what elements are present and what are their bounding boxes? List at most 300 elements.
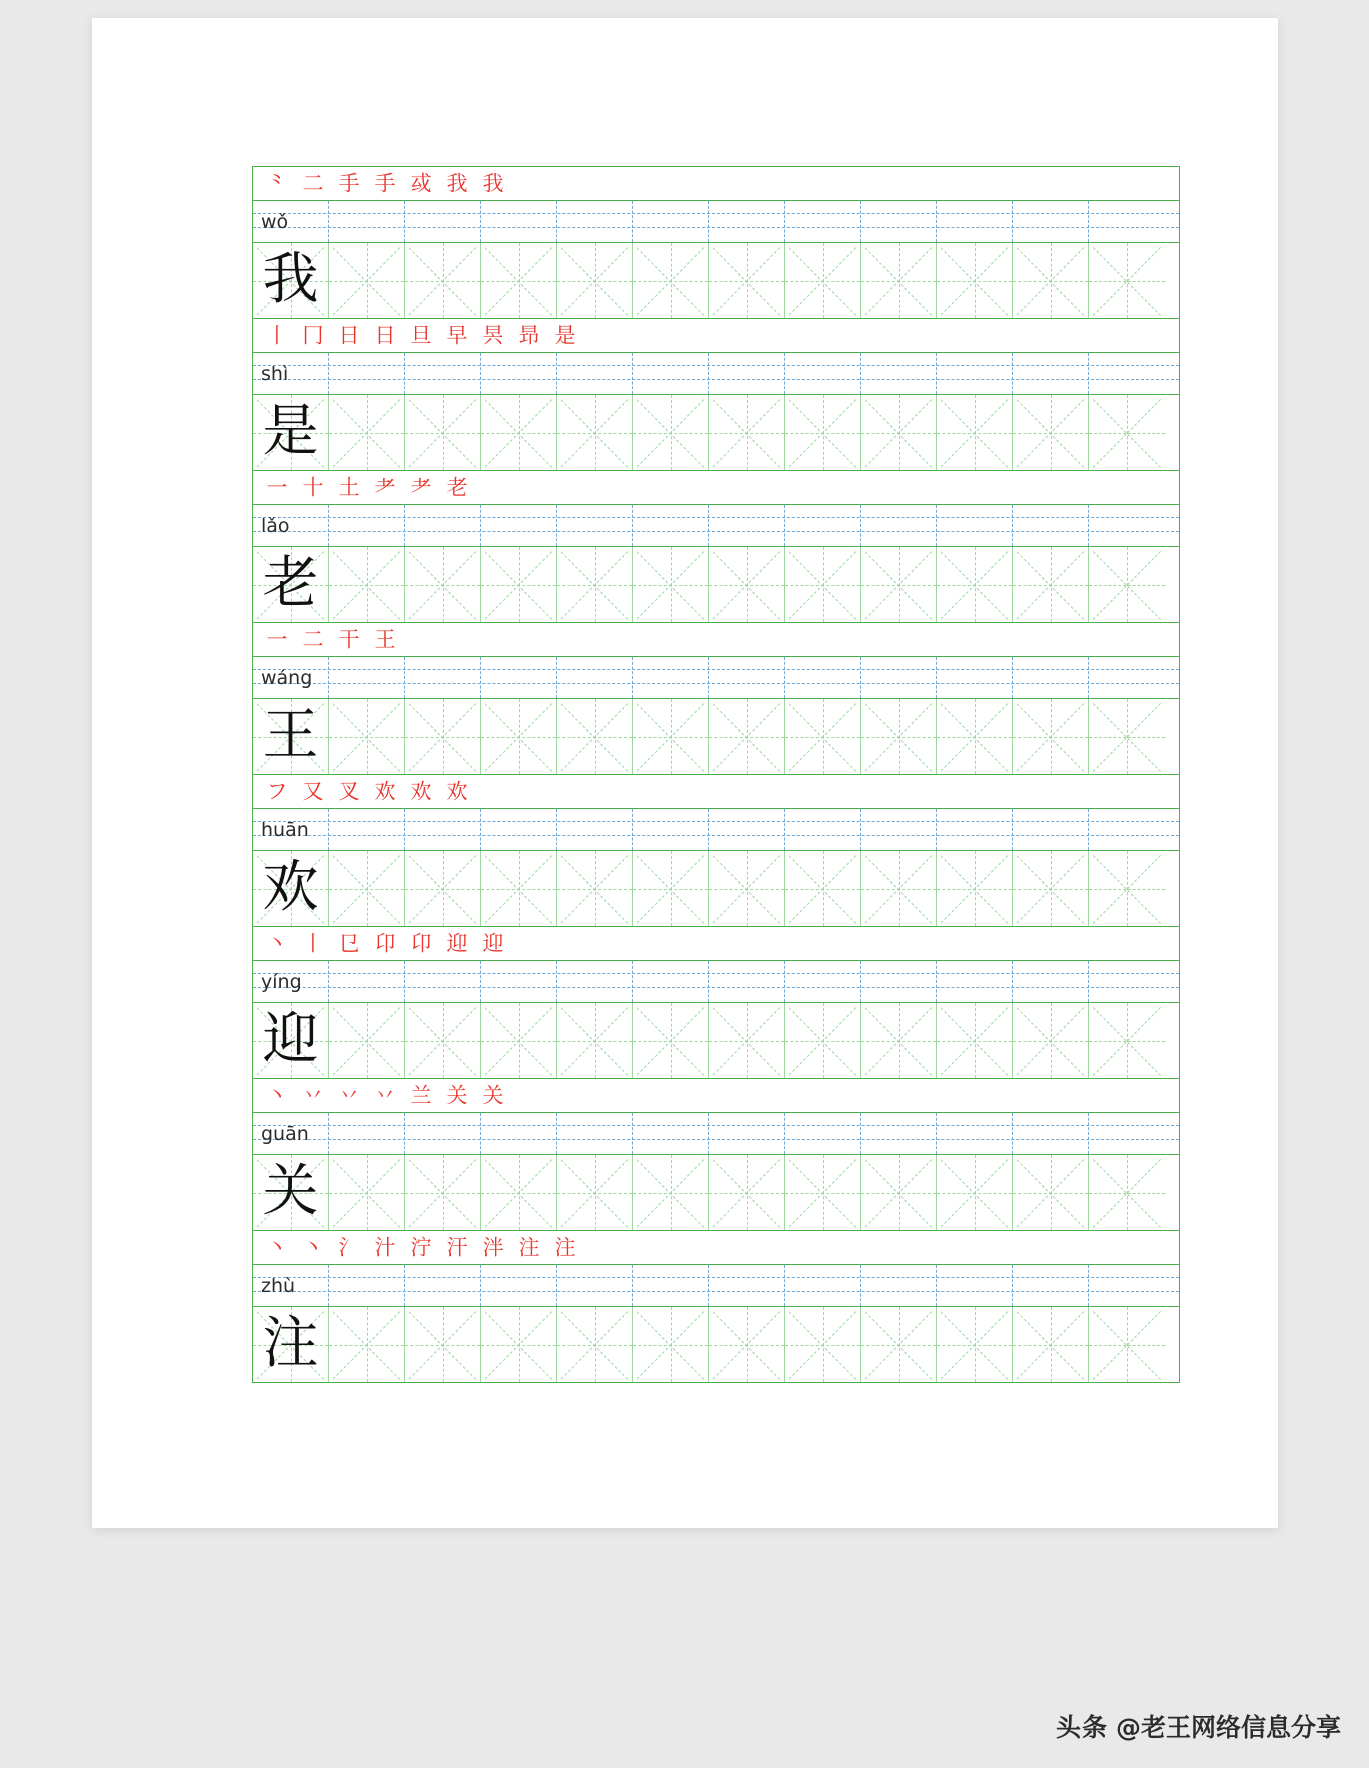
- guide-line: [443, 395, 444, 470]
- tracing-cell[interactable]: [633, 851, 709, 926]
- tracing-cell[interactable]: [861, 547, 937, 622]
- tracing-cell[interactable]: [481, 699, 557, 774]
- pinyin-cell[interactable]: [785, 1113, 861, 1154]
- pinyin-cell[interactable]: [329, 1113, 405, 1154]
- guide-line: [1093, 1007, 1161, 1076]
- guide-line: [1093, 703, 1161, 772]
- pinyin-cell[interactable]: [1013, 1265, 1089, 1306]
- tracing-cell[interactable]: [405, 1155, 481, 1230]
- tracing-cell[interactable]: [785, 1307, 861, 1382]
- tracing-cell[interactable]: [405, 1003, 481, 1078]
- tracing-cell[interactable]: [557, 1307, 633, 1382]
- pinyin-cell[interactable]: [785, 657, 861, 698]
- guide-line: [1017, 1311, 1084, 1379]
- guide-line: [941, 399, 1008, 467]
- tracing-row: [253, 395, 1180, 471]
- guide-line: [519, 851, 520, 926]
- pinyin-cell[interactable]: [329, 1265, 405, 1306]
- guide-line: [1013, 281, 1088, 282]
- pinyin-cell[interactable]: [1013, 961, 1089, 1002]
- tracing-cell[interactable]: [481, 851, 557, 926]
- tracing-cell[interactable]: [329, 1155, 405, 1230]
- guide-line: [1051, 699, 1052, 774]
- guide-line: [789, 855, 856, 923]
- tracing-cell[interactable]: [785, 1003, 861, 1078]
- pinyin-cell[interactable]: [557, 809, 633, 850]
- tracing-cell[interactable]: [1089, 395, 1165, 470]
- guide-line: [595, 1003, 596, 1078]
- pinyin-cell[interactable]: [937, 657, 1013, 698]
- tracing-cell[interactable]: [253, 1003, 329, 1078]
- pinyin-cell[interactable]: [937, 1265, 1013, 1306]
- tracing-cell[interactable]: [709, 1003, 785, 1078]
- tracing-cell[interactable]: [633, 395, 709, 470]
- pinyin-cell[interactable]: [633, 657, 709, 698]
- tracing-cell[interactable]: [405, 243, 481, 318]
- stroke-order-row: [253, 927, 1180, 961]
- pinyin-cell[interactable]: [709, 353, 785, 394]
- tracing-cell[interactable]: [329, 547, 405, 622]
- pinyin-cell[interactable]: [405, 353, 481, 394]
- pinyin-cell[interactable]: [937, 505, 1013, 546]
- tracing-cell[interactable]: [785, 699, 861, 774]
- guide-line: [561, 703, 628, 771]
- pinyin-cell[interactable]: [557, 201, 633, 242]
- tracing-cell[interactable]: [633, 1155, 709, 1230]
- tracing-cell[interactable]: [937, 243, 1013, 318]
- tracing-cell[interactable]: [709, 243, 785, 318]
- guide-line: [941, 247, 1008, 315]
- pinyin-cell[interactable]: [329, 961, 405, 1002]
- tracing-cell[interactable]: [481, 243, 557, 318]
- pinyin-cell[interactable]: [1089, 1265, 1165, 1306]
- guide-line: [633, 737, 708, 738]
- guide-line: [1017, 1311, 1084, 1379]
- tracing-cell[interactable]: [405, 1307, 481, 1382]
- stroke-glyph: 丶: [266, 1083, 288, 1107]
- tracing-cell[interactable]: [481, 1003, 557, 1078]
- guide-line: [865, 855, 932, 923]
- pinyin-cell[interactable]: [253, 657, 329, 698]
- tracing-cell[interactable]: [785, 1155, 861, 1230]
- guide-line: [481, 433, 556, 434]
- pinyin-cell[interactable]: [481, 505, 557, 546]
- guide-line: [1089, 1193, 1165, 1194]
- tracing-cell[interactable]: [557, 243, 633, 318]
- tracing-cell[interactable]: [1089, 547, 1165, 622]
- tracing-cell[interactable]: [861, 699, 937, 774]
- tracing-cell[interactable]: [937, 851, 1013, 926]
- pinyin-cell[interactable]: [937, 809, 1013, 850]
- pinyin-cell[interactable]: [861, 657, 937, 698]
- guide-line: [865, 551, 932, 619]
- tracing-cell[interactable]: [1013, 851, 1089, 926]
- tracing-cell[interactable]: [253, 547, 329, 622]
- guide-line: [713, 1159, 780, 1227]
- pinyin-row: [253, 657, 1180, 699]
- pinyin-cell[interactable]: [1013, 1113, 1089, 1154]
- guide-line: [789, 1311, 856, 1379]
- tracing-cell[interactable]: [405, 699, 481, 774]
- tracing-cell[interactable]: [329, 699, 405, 774]
- guide-line: [1127, 851, 1128, 926]
- tracing-cell[interactable]: [253, 395, 329, 470]
- tracing-cell[interactable]: [937, 395, 1013, 470]
- stroke-glyph: 日: [338, 323, 360, 347]
- tracing-cell[interactable]: [1089, 1155, 1165, 1230]
- guide-line: [443, 851, 444, 926]
- pinyin-cell[interactable]: [709, 961, 785, 1002]
- pinyin-cell[interactable]: [785, 201, 861, 242]
- pinyin-cell[interactable]: [481, 1113, 557, 1154]
- pinyin-cell[interactable]: [861, 809, 937, 850]
- tracing-cell[interactable]: [709, 1155, 785, 1230]
- tracing-cell[interactable]: [253, 851, 329, 926]
- guide-line: [671, 395, 672, 470]
- tracing-cell[interactable]: [1013, 395, 1089, 470]
- stroke-glyph: 丶: [266, 1235, 288, 1259]
- tracing-cell[interactable]: [861, 1155, 937, 1230]
- guide-line: [333, 551, 400, 619]
- tracing-cell[interactable]: [709, 851, 785, 926]
- tracing-cell[interactable]: [633, 1307, 709, 1382]
- pinyin-cell[interactable]: [709, 1265, 785, 1306]
- pinyin-cell[interactable]: [405, 961, 481, 1002]
- guide-line: [485, 703, 552, 771]
- pinyin-cell[interactable]: [1089, 505, 1165, 546]
- guide-line: [1013, 737, 1088, 738]
- guide-line: [671, 1307, 672, 1382]
- tracing-cell[interactable]: [329, 395, 405, 470]
- pinyin-cell[interactable]: [481, 1265, 557, 1306]
- guide-line: [481, 737, 556, 738]
- tracing-cell[interactable]: [329, 1003, 405, 1078]
- pinyin-cell[interactable]: [1013, 353, 1089, 394]
- tracing-cell[interactable]: [937, 1307, 1013, 1382]
- tracing-cell[interactable]: [709, 699, 785, 774]
- tracing-cell[interactable]: [1013, 699, 1089, 774]
- tracing-cell[interactable]: [709, 547, 785, 622]
- guide-line: [713, 399, 780, 467]
- tracing-cell[interactable]: [1013, 1003, 1089, 1078]
- guide-line: [637, 855, 704, 923]
- guide-line: [671, 243, 672, 318]
- guide-line: [671, 1155, 672, 1230]
- guide-line: [557, 737, 632, 738]
- pinyin-cell[interactable]: [709, 1113, 785, 1154]
- guide-line: [937, 433, 1012, 434]
- character-block: [253, 775, 1180, 927]
- guide-line: [409, 551, 476, 619]
- stroke-glyph: 丨: [266, 323, 288, 347]
- character-block: [253, 471, 1180, 623]
- pinyin-cell[interactable]: [1013, 657, 1089, 698]
- pinyin-cell[interactable]: [1089, 1113, 1165, 1154]
- pinyin-cell[interactable]: [1089, 353, 1165, 394]
- guide-line: [333, 399, 400, 467]
- tracing-cell[interactable]: [557, 851, 633, 926]
- guide-line: [1017, 1007, 1084, 1075]
- pinyin-cell[interactable]: [329, 809, 405, 850]
- tracing-cell[interactable]: [861, 1003, 937, 1078]
- guide-line: [409, 1007, 476, 1075]
- pinyin-cell[interactable]: [557, 505, 633, 546]
- pinyin-cell[interactable]: [253, 505, 329, 546]
- character-block: [253, 319, 1180, 471]
- pinyin-cell[interactable]: [709, 201, 785, 242]
- guide-line: [1051, 1003, 1052, 1078]
- guide-line: [329, 737, 404, 738]
- tracing-cell[interactable]: [1089, 1307, 1165, 1382]
- stroke-order-row: [253, 471, 1180, 505]
- pinyin-cell[interactable]: [1013, 505, 1089, 546]
- pinyin-cell[interactable]: [405, 1265, 481, 1306]
- tracing-cell[interactable]: [785, 243, 861, 318]
- pinyin-cell[interactable]: [633, 961, 709, 1002]
- pinyin-cell[interactable]: [633, 505, 709, 546]
- pinyin-cell[interactable]: [329, 657, 405, 698]
- watermark-account: @老王网络信息分享: [1115, 1713, 1341, 1742]
- tracing-cell[interactable]: [557, 1155, 633, 1230]
- stroke-glyph: 欢: [446, 779, 468, 803]
- pinyin-cell[interactable]: [481, 809, 557, 850]
- guide-line: [709, 1041, 784, 1042]
- guide-line: [789, 247, 856, 315]
- guide-line: [937, 1345, 1012, 1346]
- tracing-cell[interactable]: [861, 851, 937, 926]
- tracing-cell[interactable]: [785, 547, 861, 622]
- model-character: 王: [262, 702, 319, 768]
- tracing-cell[interactable]: [1089, 1003, 1165, 1078]
- tracing-cell[interactable]: [329, 243, 405, 318]
- guide-line: [975, 1003, 976, 1078]
- tracing-cell[interactable]: [253, 699, 329, 774]
- guide-line: [485, 1159, 552, 1227]
- pinyin-cell[interactable]: [633, 1265, 709, 1306]
- pinyin-cell[interactable]: [405, 809, 481, 850]
- guide-line: [1089, 585, 1165, 586]
- guide-line: [789, 703, 856, 771]
- pinyin-text: zhù: [261, 1275, 296, 1297]
- tracing-cell[interactable]: [253, 243, 329, 318]
- pinyin-cell[interactable]: [329, 353, 405, 394]
- pinyin-cell[interactable]: [709, 505, 785, 546]
- pinyin-cell[interactable]: [861, 505, 937, 546]
- tracing-cell[interactable]: [253, 1307, 329, 1382]
- pinyin-cell[interactable]: [785, 1265, 861, 1306]
- guide-line: [865, 703, 932, 771]
- pinyin-cell[interactable]: [557, 657, 633, 698]
- tracing-cell[interactable]: [785, 851, 861, 926]
- pinyin-cell[interactable]: [253, 1265, 329, 1306]
- pinyin-cell[interactable]: [785, 505, 861, 546]
- guide-line: [861, 433, 936, 434]
- tracing-cell[interactable]: [557, 395, 633, 470]
- pinyin-cell[interactable]: [405, 201, 481, 242]
- tracing-cell[interactable]: [481, 395, 557, 470]
- guide-line: [899, 395, 900, 470]
- guide-line: [789, 1159, 856, 1227]
- guide-line: [561, 703, 628, 771]
- tracing-cell[interactable]: [937, 1155, 1013, 1230]
- guide-line: [861, 1193, 936, 1194]
- guide-line: [709, 585, 784, 586]
- pinyin-cell[interactable]: [557, 1265, 633, 1306]
- tracing-cell[interactable]: [405, 395, 481, 470]
- tracing-cell[interactable]: [1013, 1307, 1089, 1382]
- tracing-cell[interactable]: [1013, 547, 1089, 622]
- pinyin-cell[interactable]: [481, 353, 557, 394]
- pinyin-cell[interactable]: [861, 353, 937, 394]
- pinyin-cell[interactable]: [405, 1113, 481, 1154]
- stroke-glyph: 注: [554, 1235, 576, 1259]
- pinyin-cell[interactable]: [785, 961, 861, 1002]
- guide-line: [367, 395, 368, 470]
- tracing-cell[interactable]: [557, 547, 633, 622]
- pinyin-cell[interactable]: [481, 961, 557, 1002]
- tracing-cell[interactable]: [1013, 243, 1089, 318]
- character-block: [253, 623, 1180, 775]
- guide-line: [595, 851, 596, 926]
- guide-line: [333, 247, 400, 315]
- tracing-cell[interactable]: [633, 243, 709, 318]
- pinyin-cell[interactable]: [253, 201, 329, 242]
- stroke-sequence: [259, 477, 475, 498]
- tracing-cell[interactable]: [1013, 1155, 1089, 1230]
- guide-line: [709, 433, 784, 434]
- tracing-cell[interactable]: [557, 1003, 633, 1078]
- guide-line: [405, 1193, 480, 1194]
- stroke-glyph: 手: [374, 171, 396, 195]
- tracing-cell[interactable]: [709, 1307, 785, 1382]
- guide-line: [1127, 243, 1128, 318]
- pinyin-cell[interactable]: [785, 353, 861, 394]
- pinyin-cell[interactable]: [709, 809, 785, 850]
- pinyin-cell[interactable]: [481, 657, 557, 698]
- pinyin-cell[interactable]: [633, 809, 709, 850]
- guide-line: [1093, 1159, 1161, 1228]
- pinyin-cell[interactable]: [937, 353, 1013, 394]
- stroke-glyph: 十: [302, 475, 324, 499]
- pinyin-cell[interactable]: [937, 1113, 1013, 1154]
- pinyin-cell[interactable]: [1013, 201, 1089, 242]
- pinyin-cell[interactable]: [633, 1113, 709, 1154]
- guide-line: [443, 243, 444, 318]
- pinyin-cell[interactable]: [633, 353, 709, 394]
- tracing-cell[interactable]: [937, 547, 1013, 622]
- tracing-cell[interactable]: [633, 547, 709, 622]
- pinyin-cell[interactable]: [557, 1113, 633, 1154]
- tracing-cell[interactable]: [405, 547, 481, 622]
- guide-line: [789, 247, 856, 315]
- tracing-cell[interactable]: [1089, 699, 1165, 774]
- guide-line: [443, 547, 444, 622]
- guide-line: [519, 1155, 520, 1230]
- pinyin-cell[interactable]: [557, 961, 633, 1002]
- tracing-cell[interactable]: [329, 1307, 405, 1382]
- guide-line: [713, 551, 780, 619]
- stroke-glyph: 丶: [302, 1235, 324, 1259]
- guide-line: [785, 585, 860, 586]
- pinyin-text: shì: [261, 363, 289, 385]
- guide-line: [975, 547, 976, 622]
- tracing-cell[interactable]: [557, 699, 633, 774]
- guide-line: [975, 395, 976, 470]
- pinyin-cell[interactable]: [329, 505, 405, 546]
- pinyin-cell[interactable]: [861, 1113, 937, 1154]
- pinyin-cell[interactable]: [1089, 961, 1165, 1002]
- tracing-cell[interactable]: [861, 1307, 937, 1382]
- guide-line: [865, 399, 932, 467]
- pinyin-cell[interactable]: [405, 505, 481, 546]
- tracing-cell[interactable]: [481, 547, 557, 622]
- pinyin-cell[interactable]: [861, 1265, 937, 1306]
- guide-line: [405, 1345, 480, 1346]
- guide-line: [823, 1155, 824, 1230]
- tracing-cell[interactable]: [405, 851, 481, 926]
- pinyin-cell[interactable]: [861, 961, 937, 1002]
- pinyin-cell[interactable]: [557, 353, 633, 394]
- stroke-glyph: 老: [446, 475, 468, 499]
- pinyin-cell[interactable]: [253, 961, 329, 1002]
- tracing-cell[interactable]: [861, 395, 937, 470]
- guide-line: [713, 855, 780, 923]
- pinyin-cell[interactable]: [709, 657, 785, 698]
- pinyin-cell[interactable]: [405, 657, 481, 698]
- tracing-cell[interactable]: [1089, 243, 1165, 318]
- guide-line: [333, 551, 400, 619]
- tracing-cell[interactable]: [481, 1307, 557, 1382]
- tracing-cell[interactable]: [633, 699, 709, 774]
- pinyin-cell[interactable]: [785, 809, 861, 850]
- guide-line: [329, 1193, 404, 1194]
- guide-line: [941, 1007, 1008, 1075]
- tracing-cell[interactable]: [633, 1003, 709, 1078]
- tracing-cell[interactable]: [861, 243, 937, 318]
- tracing-cell[interactable]: [329, 851, 405, 926]
- pinyin-cell[interactable]: [1013, 809, 1089, 850]
- tracing-cell[interactable]: [709, 395, 785, 470]
- character-block: [253, 167, 1180, 319]
- guide-line: [789, 399, 856, 467]
- pinyin-cell[interactable]: [253, 809, 329, 850]
- pinyin-cell[interactable]: [329, 201, 405, 242]
- guide-line: [333, 1311, 400, 1379]
- pinyin-cell[interactable]: [633, 201, 709, 242]
- tracing-cell[interactable]: [937, 1003, 1013, 1078]
- pinyin-cell[interactable]: [1089, 657, 1165, 698]
- guide-line: [709, 1193, 784, 1194]
- pinyin-cell[interactable]: [253, 1113, 329, 1154]
- guide-line: [865, 1159, 932, 1227]
- tracing-cell[interactable]: [253, 1155, 329, 1230]
- pinyin-cell[interactable]: [253, 353, 329, 394]
- pinyin-cell[interactable]: [937, 201, 1013, 242]
- pinyin-cell[interactable]: [861, 201, 937, 242]
- tracing-cell[interactable]: [785, 395, 861, 470]
- guide-line: [637, 1311, 704, 1379]
- tracing-cell[interactable]: [481, 1155, 557, 1230]
- pinyin-cell[interactable]: [1089, 201, 1165, 242]
- guide-line: [557, 585, 632, 586]
- pinyin-cell[interactable]: [1089, 809, 1165, 850]
- tracing-cell[interactable]: [1089, 851, 1165, 926]
- tracing-cell[interactable]: [937, 699, 1013, 774]
- guide-line: [561, 247, 628, 315]
- pinyin-cell[interactable]: [937, 961, 1013, 1002]
- guide-line: [485, 399, 552, 467]
- pinyin-cell[interactable]: [481, 201, 557, 242]
